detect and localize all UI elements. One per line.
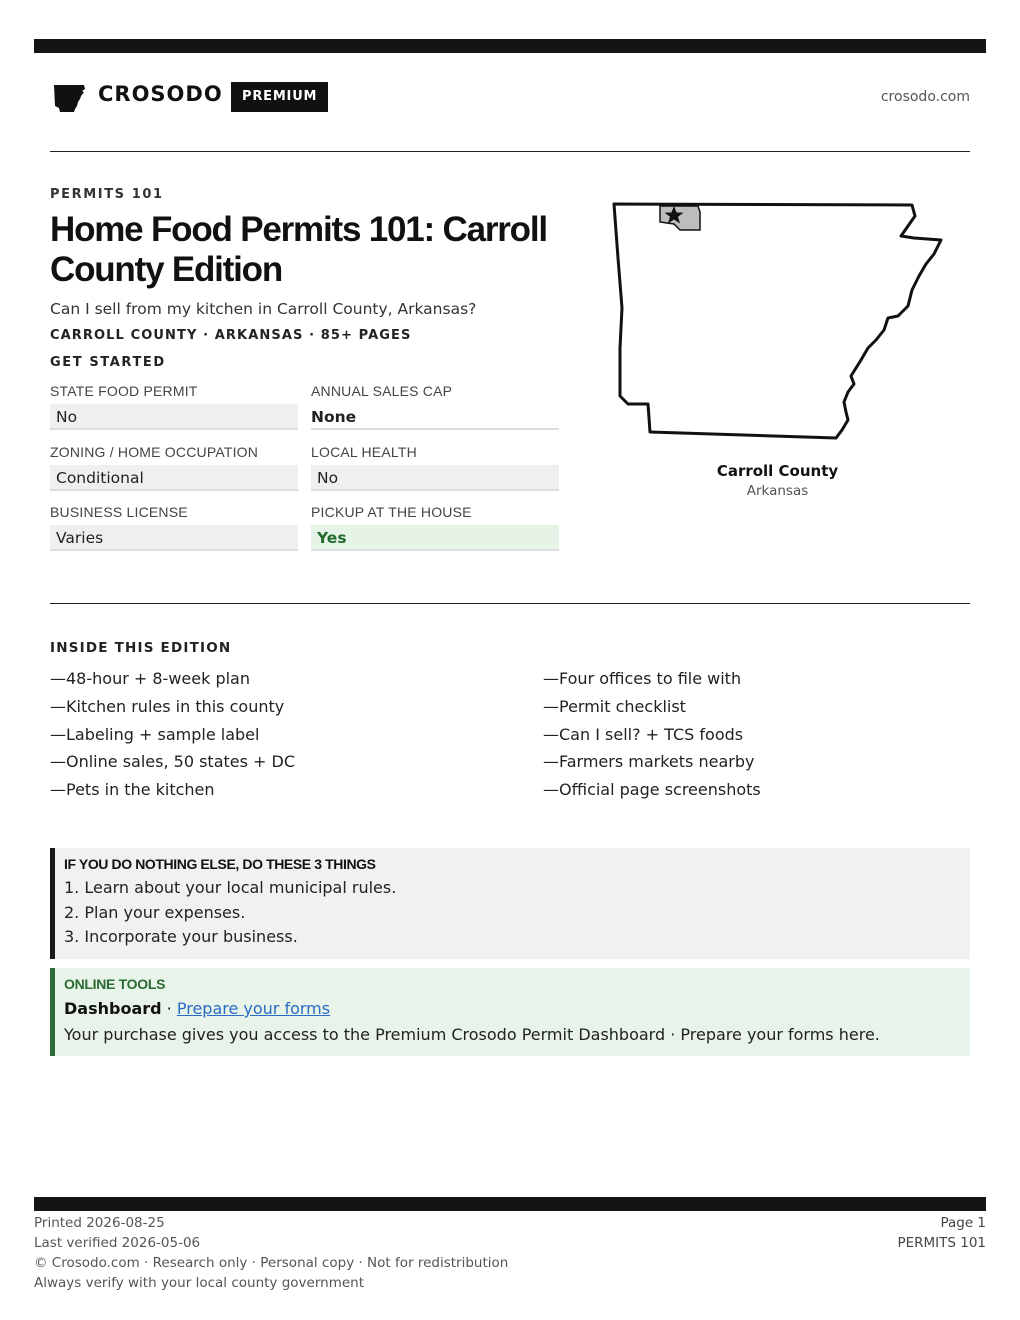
map-county-name: Carroll County	[716, 462, 839, 480]
fact-local-health	[311, 444, 559, 491]
toc-left-column	[50, 665, 470, 804]
edition-meta: CARROLL COUNTY · ARKANSAS · 85+ PAGES	[50, 328, 412, 343]
toc-item: —Pets in the kitchen	[50, 780, 215, 800]
arkansas-logo-icon	[54, 82, 86, 112]
toc-item: —Farmers markets nearby	[543, 752, 755, 772]
page-number: Page 1	[940, 1215, 986, 1231]
fact-value: No	[50, 404, 298, 430]
tools-description: Your purchase gives you access to the Premium Crosodo Permit Dashboard · Prepare your forms here.	[64, 1025, 880, 1044]
header-divider	[50, 151, 970, 152]
priority-step: 2. Plan your expenses.	[64, 902, 246, 922]
toc-item: —Official page screenshots	[543, 780, 761, 800]
map-state-name: Arkansas	[746, 483, 809, 499]
copyright-notice: © Crosodo.com · Research only · Personal copy · Not for redistribution	[34, 1255, 509, 1271]
fact-label: ANNUAL SALES CAP	[311, 383, 453, 399]
priority-steps-callout	[50, 848, 970, 959]
fact-label: PICKUP AT THE HOUSE	[311, 504, 472, 520]
verified-date: Last verified 2026-05-06	[34, 1235, 201, 1251]
priority-step: 1. Learn about your local municipal rules.	[64, 878, 397, 897]
priority-step: 3. Incorporate your business.	[64, 927, 298, 946]
verify-disclaimer: Always verify with your local county government	[34, 1275, 364, 1291]
premium-badge: PREMIUM	[231, 82, 328, 112]
printed-date: Printed 2026-08-25	[34, 1215, 165, 1231]
fact-state-food-permit	[50, 383, 298, 430]
site-url[interactable]: crosodo.com	[880, 89, 970, 105]
fact-value: Yes	[311, 525, 559, 551]
fact-annual-sales-cap	[311, 383, 559, 430]
fact-label: BUSINESS LICENSE	[50, 504, 188, 520]
fact-label: LOCAL HEALTH	[311, 444, 417, 460]
fact-value: Conditional	[50, 465, 298, 491]
footer-info	[34, 1213, 508, 1293]
fact-pickup	[311, 504, 559, 551]
footer-page-info	[897, 1213, 986, 1253]
callout-title: IF YOU DO NOTHING ELSE, DO THESE 3 THINGS	[64, 856, 376, 872]
toc-item: —Can I sell? + TCS foods	[543, 724, 744, 744]
top-bar	[34, 39, 986, 53]
toc-item: —Kitchen rules in this county	[50, 696, 285, 716]
separator: ·	[161, 999, 177, 1018]
prepare-forms-link[interactable]: Prepare your forms	[176, 999, 331, 1018]
section-divider	[50, 603, 970, 604]
fact-value: No	[311, 465, 559, 491]
get-started-heading: GET STARTED	[50, 355, 166, 370]
toc-item: —Permit checklist	[543, 696, 686, 716]
inside-edition-heading: INSIDE THIS EDITION	[50, 640, 232, 656]
arkansas-map	[608, 198, 948, 448]
page-subtitle: Can I sell from my kitchen in Carroll County, Arkansas?	[50, 300, 477, 318]
fact-value: Varies	[50, 525, 298, 551]
footer-section: PERMITS 101	[897, 1235, 986, 1251]
page-title: Home Food Permits 101: Carroll County Edition	[50, 210, 547, 289]
online-tools-callout	[50, 968, 970, 1056]
section-eyebrow: PERMITS 101	[50, 187, 164, 202]
toc-item: —48-hour + 8-week plan	[50, 669, 250, 688]
dashboard-line	[64, 998, 970, 1020]
brand-name[interactable]: CROSODO	[98, 82, 223, 106]
dashboard-label: Dashboard	[64, 999, 162, 1018]
toc-item: —Online sales, 50 states + DC	[50, 752, 296, 772]
state-outline	[614, 204, 941, 438]
toc-item: —Four offices to file with	[543, 669, 742, 688]
toc-item: —Labeling + sample label	[50, 724, 260, 744]
callout-title: ONLINE TOOLS	[64, 976, 166, 992]
fact-label: ZONING / HOME OCCUPATION	[50, 444, 259, 460]
page-header	[50, 78, 970, 118]
carroll-county-highlight	[660, 206, 700, 230]
toc-right-column	[543, 665, 963, 804]
fact-zoning	[50, 444, 298, 491]
fact-label: STATE FOOD PERMIT	[50, 383, 198, 399]
footer-bar	[34, 1197, 986, 1211]
fact-value: None	[311, 404, 559, 430]
fact-business-license	[50, 504, 298, 551]
